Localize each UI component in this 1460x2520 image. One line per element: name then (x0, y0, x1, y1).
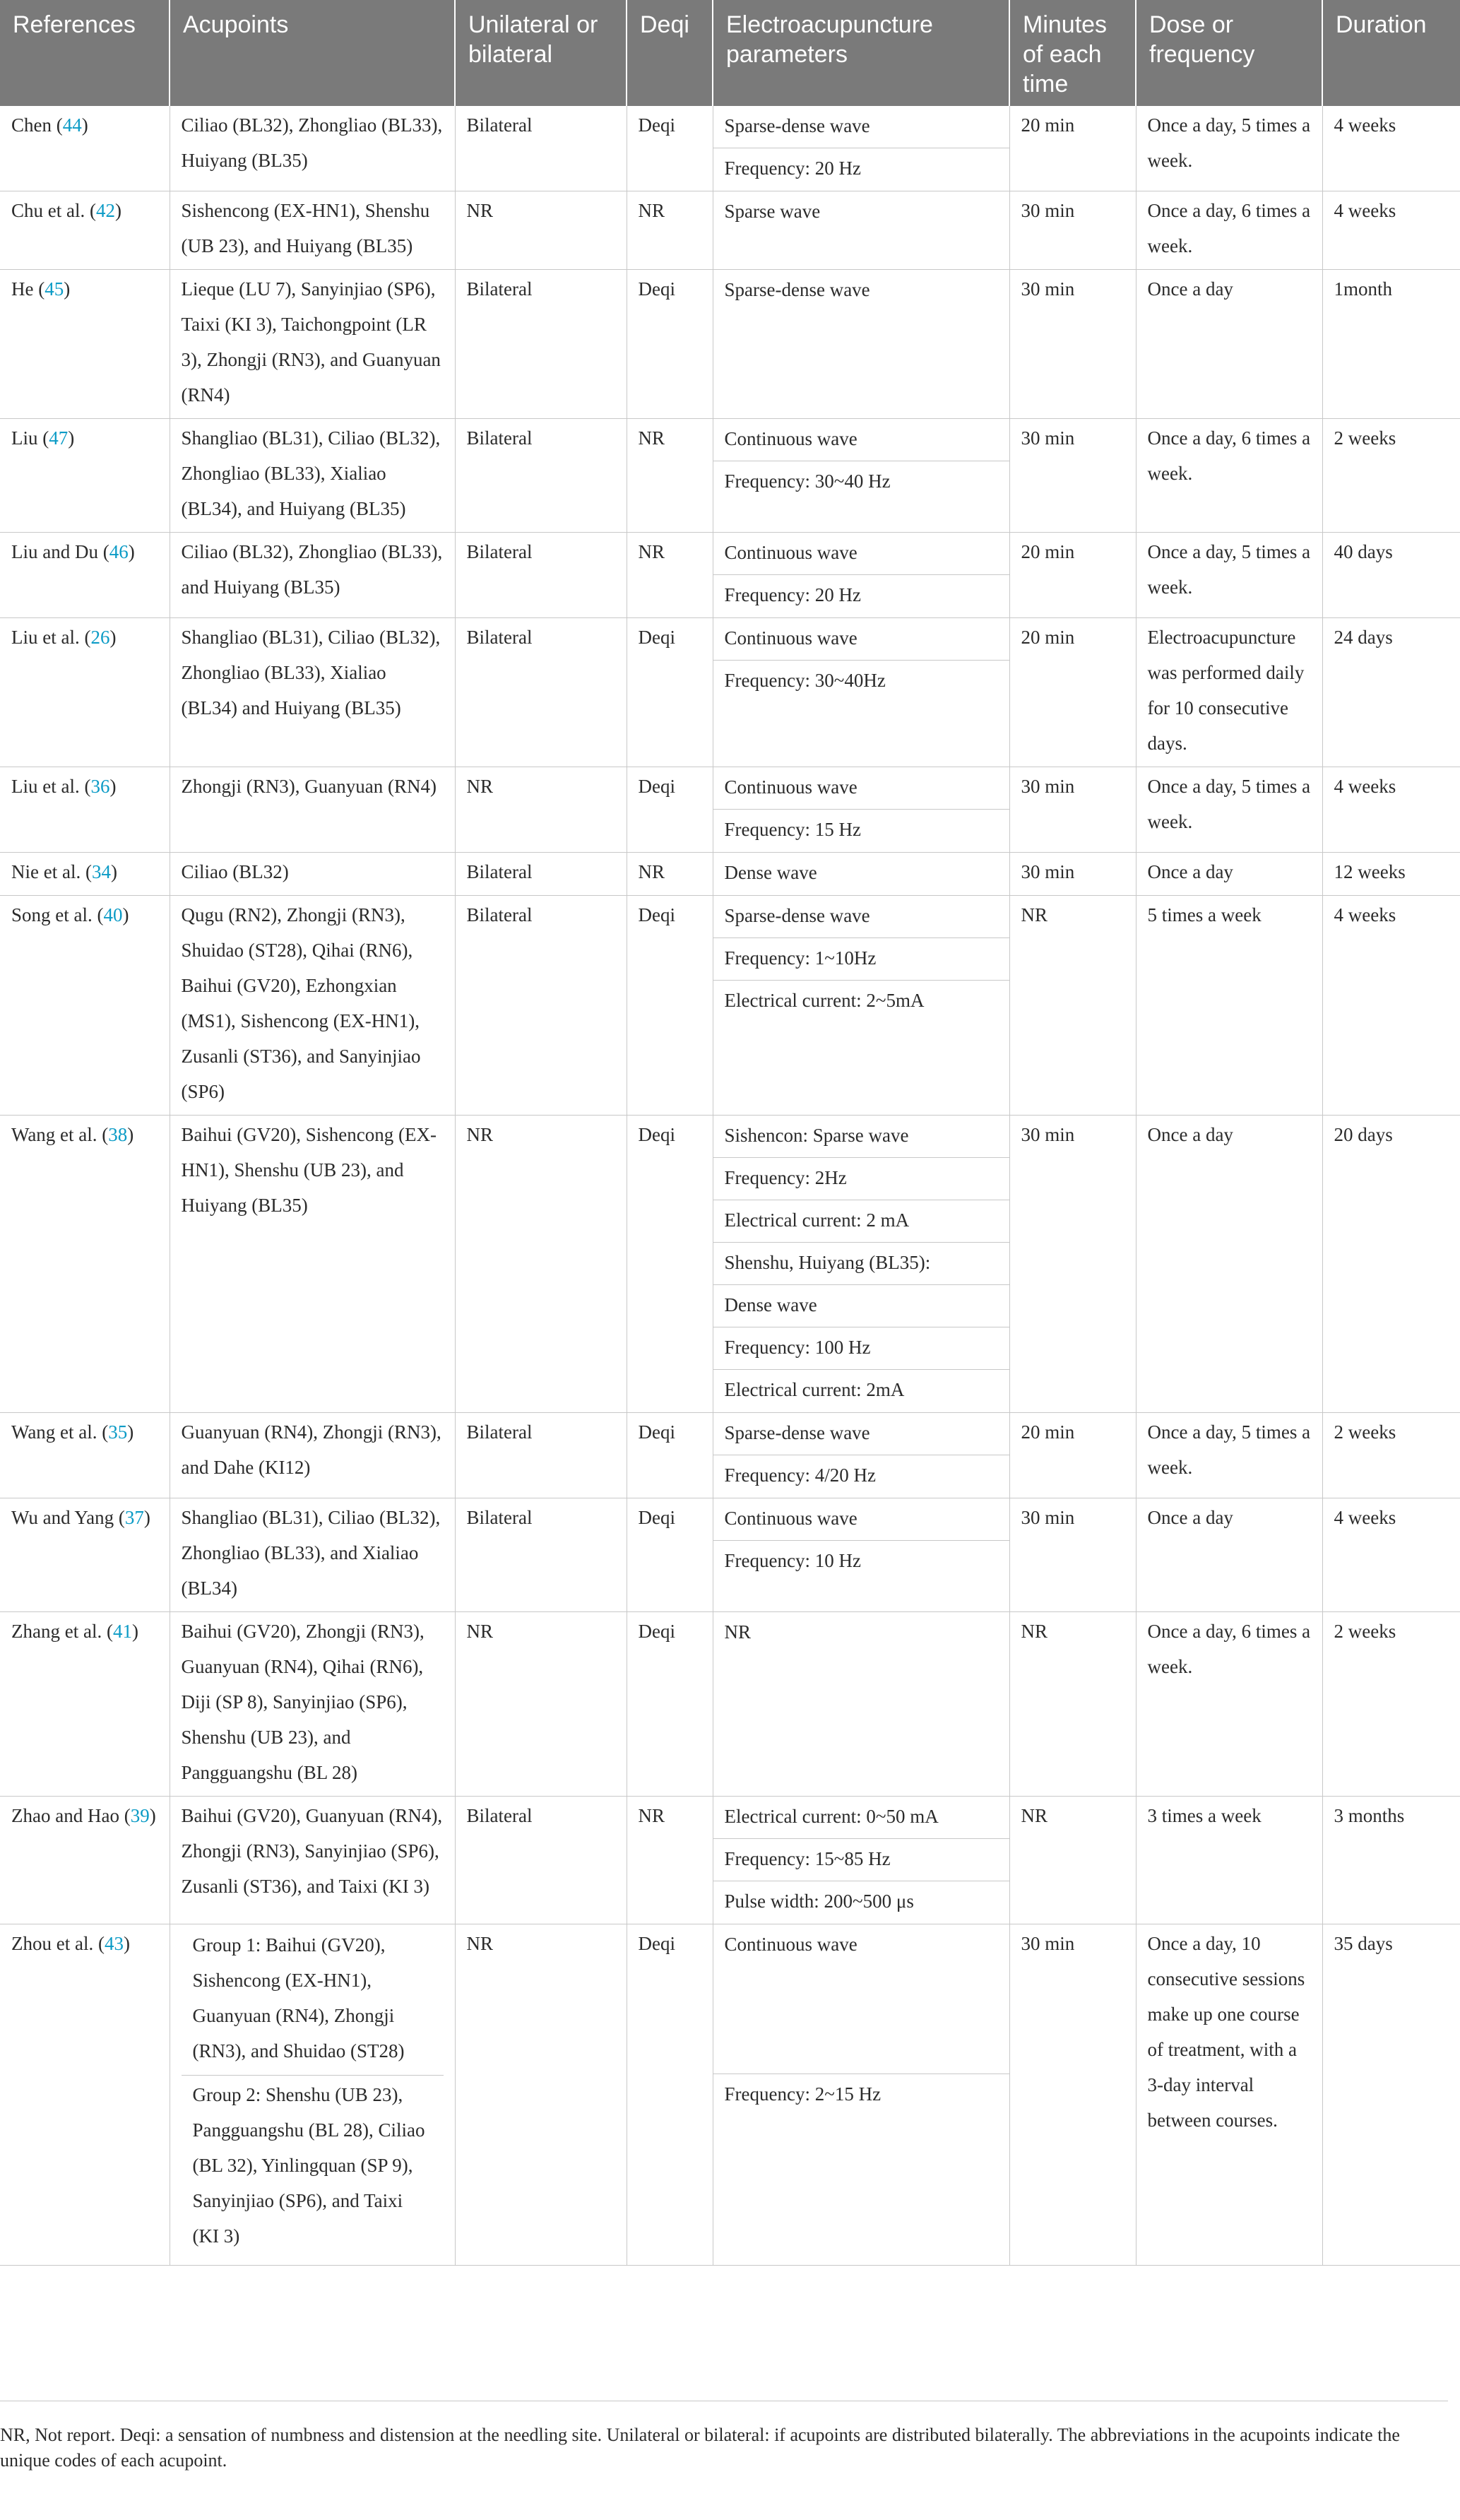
header-parameters: Electroacupuncture parameters (713, 0, 1009, 106)
acupoints-cell: Baihui (GV20), Zhongji (RN3), Guanyuan (RN4), Qihai (RN6), Diji (SP 8), Sanyinjiao (SP6), Shenshu (UB 23), and Pangguangshu (BL 28) (170, 1612, 455, 1797)
minutes-cell: 30 min (1009, 767, 1136, 853)
reference-text: Nie et al. ( (11, 861, 92, 882)
dose-cell: Once a day, 5 times a week. (1136, 106, 1322, 191)
parameters-cell (713, 1498, 1009, 1612)
deqi-cell: NR (627, 533, 713, 618)
reference-link[interactable]: 39 (130, 1805, 150, 1826)
deqi-cell: Deqi (627, 1498, 713, 1612)
dose-cell: Once a day (1136, 1498, 1322, 1612)
reference-cell (0, 106, 170, 191)
minutes-cell: NR (1009, 1797, 1136, 1924)
parameters-cell (713, 853, 1009, 896)
acupoints-cell: Shangliao (BL31), Ciliao (BL32), Zhongliao (BL33), and Xialiao (BL34) (170, 1498, 455, 1612)
dose-cell: Once a day, 5 times a week. (1136, 1413, 1322, 1498)
duration-cell: 4 weeks (1322, 1498, 1460, 1612)
reference-close: ) (68, 427, 75, 449)
parameter-line: Frequency: 100 Hz (713, 1327, 1009, 1370)
parameters-cell (713, 1413, 1009, 1498)
reference-link[interactable]: 40 (103, 904, 123, 925)
parameter-line: Continuous wave (713, 1498, 1009, 1541)
reference-link[interactable]: 42 (95, 200, 115, 221)
duration-cell: 3 months (1322, 1797, 1460, 1924)
reference-link[interactable]: 34 (91, 861, 111, 882)
reference-text: Liu ( (11, 427, 49, 449)
parameter-line: Frequency: 30~40Hz (724, 670, 886, 691)
reference-cell (0, 191, 170, 270)
side-cell: NR (455, 1612, 627, 1797)
parameter-line: Frequency: 15 Hz (724, 819, 861, 840)
side-cell: Bilateral (455, 1498, 627, 1612)
side-cell: Bilateral (455, 106, 627, 191)
parameter-line: Sparse-dense wave (713, 896, 1009, 938)
reference-cell (0, 270, 170, 419)
duration-cell: 2 weeks (1322, 1413, 1460, 1498)
dose-cell: Once a day, 6 times a week. (1136, 191, 1322, 270)
reference-close: ) (128, 541, 135, 562)
reference-close: ) (122, 904, 129, 925)
acupoints-cell: Sishencong (EX-HN1), Shenshu (UB 23), and Huiyang (BL35) (170, 191, 455, 270)
acupoints-group-1: Group 1: Baihui (GV20), Sishencong (EX-HN1), Guanyuan (RN4), Zhongji (RN3), and Shuidao (ST28) (182, 1926, 444, 2076)
deqi-cell: Deqi (627, 618, 713, 767)
minutes-cell: 30 min (1009, 1924, 1136, 2266)
parameter-line: Continuous wave (713, 767, 1009, 810)
parameter-line: Electrical current: 0~50 mA (713, 1797, 1009, 1839)
reference-link[interactable]: 26 (90, 627, 110, 648)
side-cell: Bilateral (455, 270, 627, 419)
minutes-cell: 30 min (1009, 191, 1136, 270)
deqi-cell: NR (627, 419, 713, 533)
acupoints-cell: Shangliao (BL31), Ciliao (BL32), Zhongliao (BL33), Xialiao (BL34) and Huiyang (BL35) (170, 618, 455, 767)
table-body (0, 106, 1460, 2266)
reference-close: ) (131, 1621, 138, 1642)
header-acupoints: Acupoints (170, 0, 455, 106)
acupoints-cell: Zhongji (RN3), Guanyuan (RN4) (170, 767, 455, 853)
dose-cell: 5 times a week (1136, 896, 1322, 1116)
side-cell: Bilateral (455, 896, 627, 1116)
reference-cell (0, 896, 170, 1116)
parameters-cell (713, 419, 1009, 533)
parameter-line: Sishencon: Sparse wave (713, 1116, 1009, 1158)
dose-cell: Once a day, 5 times a week. (1136, 533, 1322, 618)
parameters-cell (713, 533, 1009, 618)
side-cell: Bilateral (455, 533, 627, 618)
parameter-line: Electrical current: 2 mA (713, 1200, 1009, 1243)
reference-link[interactable]: 45 (44, 278, 64, 300)
acupoints-cell: Baihui (GV20), Sishencong (EX-HN1), Shenshu (UB 23), and Huiyang (BL35) (170, 1116, 455, 1413)
minutes-cell: NR (1009, 1612, 1136, 1797)
reference-text: Zhao and Hao ( (11, 1805, 131, 1826)
table-row (0, 767, 1460, 853)
table-row (0, 1498, 1460, 1612)
table-row (0, 419, 1460, 533)
parameter-line: Shenshu, Huiyang (BL35): (713, 1243, 1009, 1285)
table-row (0, 1413, 1460, 1498)
acupoints-cell (170, 1924, 455, 2266)
acupoints-cell: Ciliao (BL32), Zhongliao (BL33), Huiyang (BL35) (170, 106, 455, 191)
duration-cell: 4 weeks (1322, 191, 1460, 270)
duration-cell: 1month (1322, 270, 1460, 419)
reference-close: ) (109, 776, 117, 797)
minutes-cell: 30 min (1009, 1498, 1136, 1612)
duration-cell: 2 weeks (1322, 419, 1460, 533)
parameters-cell (713, 106, 1009, 191)
reference-close: ) (123, 1933, 130, 1954)
side-cell: Bilateral (455, 1413, 627, 1498)
duration-cell: 4 weeks (1322, 106, 1460, 191)
duration-cell: 24 days (1322, 618, 1460, 767)
minutes-cell: 30 min (1009, 270, 1136, 419)
parameters-cell (713, 618, 1009, 767)
parameters-cell (713, 1116, 1009, 1413)
reference-cell (0, 853, 170, 896)
parameter-line: Electrical current: 2~5mA (724, 990, 925, 1011)
deqi-cell: Deqi (627, 106, 713, 191)
reference-text: Wang et al. ( (11, 1124, 109, 1145)
reference-close: ) (127, 1421, 134, 1443)
acupoints-cell: Baihui (GV20), Guanyuan (RN4), Zhongji (RN3), Sanyinjiao (SP6), Zusanli (ST36), and Taixi (KI 3) (170, 1797, 455, 1924)
acupoints-cell: Shangliao (BL31), Ciliao (BL32), Zhongliao (BL33), Xialiao (BL34), and Huiyang (BL35) (170, 419, 455, 533)
table-row (0, 1797, 1460, 1924)
table-row (0, 1612, 1460, 1797)
deqi-cell: NR (627, 191, 713, 270)
dose-cell: Once a day (1136, 270, 1322, 419)
reference-close: ) (81, 114, 88, 136)
reference-cell (0, 1498, 170, 1612)
reference-close: ) (109, 627, 117, 648)
acupoints-cell: Guanyuan (RN4), Zhongji (RN3), and Dahe (KI12) (170, 1413, 455, 1498)
dose-cell: Once a day, 6 times a week. (1136, 419, 1322, 533)
reference-cell (0, 1924, 170, 2266)
parameters-cell (713, 191, 1009, 270)
parameter-line: Frequency: 2Hz (713, 1158, 1009, 1200)
minutes-cell: 20 min (1009, 106, 1136, 191)
parameters-cell (713, 1797, 1009, 1924)
acupoints-group-2: Group 2: Shenshu (UB 23), Pangguangshu (BL 28), Ciliao (BL 32), Yinlingquan (SP 9), Sanyinjiao (SP6), and Taixi (KI 3) (192, 2084, 425, 2247)
reference-text: Liu and Du ( (11, 541, 109, 562)
deqi-cell: Deqi (627, 1413, 713, 1498)
reference-close: ) (64, 278, 71, 300)
parameter-line: Dense wave (724, 862, 817, 883)
parameter-line: Frequency: 30~40 Hz (724, 471, 891, 492)
reference-cell (0, 419, 170, 533)
side-cell: Bilateral (455, 1797, 627, 1924)
side-cell: NR (455, 767, 627, 853)
reference-cell (0, 767, 170, 853)
deqi-cell: Deqi (627, 270, 713, 419)
duration-cell: 40 days (1322, 533, 1460, 618)
duration-cell: 20 days (1322, 1116, 1460, 1413)
reference-close: ) (110, 861, 117, 882)
parameter-line: Continuous wave (713, 533, 1009, 575)
dose-cell: Once a day, 10 consecutive sessions make up one course of treatment, with a 3-day interval between courses. (1136, 1924, 1322, 2266)
parameter-line: Sparse-dense wave (724, 279, 870, 300)
minutes-cell: 20 min (1009, 533, 1136, 618)
reference-link[interactable]: 47 (49, 427, 69, 449)
deqi-cell: NR (627, 1797, 713, 1924)
dose-cell: Once a day, 6 times a week. (1136, 1612, 1322, 1797)
minutes-cell: 30 min (1009, 853, 1136, 896)
side-cell: NR (455, 1116, 627, 1413)
table-row (0, 1924, 1460, 2266)
reference-cell (0, 1413, 170, 1498)
parameters-cell (713, 896, 1009, 1116)
side-cell: Bilateral (455, 853, 627, 896)
parameter-line: Dense wave (713, 1285, 1009, 1327)
reference-link[interactable]: 44 (62, 114, 82, 136)
parameters-cell (713, 270, 1009, 419)
reference-cell (0, 533, 170, 618)
reference-text: Liu et al. ( (11, 776, 91, 797)
parameter-line: Sparse-dense wave (713, 106, 1009, 148)
header-row (0, 0, 1460, 106)
duration-cell: 12 weeks (1322, 853, 1460, 896)
minutes-cell: 30 min (1009, 419, 1136, 533)
parameter-line: Frequency: 10 Hz (724, 1550, 861, 1571)
table-row (0, 618, 1460, 767)
parameters-cell (713, 767, 1009, 853)
reference-text: Chu et al. ( (11, 200, 96, 221)
parameters-cell (713, 1612, 1009, 1797)
table-row (0, 533, 1460, 618)
table-row (0, 191, 1460, 270)
deqi-cell: Deqi (627, 1612, 713, 1797)
reference-link[interactable]: 37 (124, 1507, 144, 1528)
side-cell: Bilateral (455, 419, 627, 533)
reference-text: Liu et al. ( (11, 627, 91, 648)
header-minutes: Minutes of each time (1009, 0, 1136, 106)
reference-close: ) (149, 1805, 156, 1826)
header-side: Unilateral or bilateral (455, 0, 627, 106)
table-footnote: NR, Not report. Deqi: a sensation of numbness and distension at the needling site. Unilateral or bilateral: if acupoints are distributed bilaterally. The abbreviations in the acupoints indicate the unique codes of each acupoint. (0, 2401, 1448, 2473)
reference-close: ) (143, 1507, 150, 1528)
parameter-line: NR (724, 1621, 752, 1643)
reference-link[interactable]: 36 (90, 776, 110, 797)
minutes-cell: 20 min (1009, 1413, 1136, 1498)
reference-text: He ( (11, 278, 45, 300)
reference-text: Chen ( (11, 114, 63, 136)
table-row (0, 853, 1460, 896)
table-row (0, 106, 1460, 191)
reference-link[interactable]: 46 (109, 541, 129, 562)
acupoints-cell: Qugu (RN2), Zhongji (RN3), Shuidao (ST28), Qihai (RN6), Baihui (GV20), Ezhongxian (MS1), Sishencong (EX-HN1), Zusanli (ST36), and Sanyinjiao (SP6) (170, 896, 455, 1116)
reference-cell (0, 1116, 170, 1413)
reference-link[interactable]: 43 (104, 1933, 124, 1954)
minutes-cell: 20 min (1009, 618, 1136, 767)
acupoints-cell: Ciliao (BL32), Zhongliao (BL33), and Huiyang (BL35) (170, 533, 455, 618)
reference-cell (0, 1797, 170, 1924)
acupoints-cell: Lieque (LU 7), Sanyinjiao (SP6), Taixi (KI 3), Taichongpoint (LR 3), Zhongji (RN3), and Guanyuan (RN4) (170, 270, 455, 419)
side-cell: NR (455, 191, 627, 270)
parameter-line: Frequency: 1~10Hz (713, 938, 1009, 981)
parameter-line: Pulse width: 200~500 μs (724, 1891, 914, 1912)
dose-cell: Once a day (1136, 1116, 1322, 1413)
parameter-line: Frequency: 20 Hz (724, 158, 861, 179)
reference-link[interactable]: 41 (112, 1621, 132, 1642)
table-row (0, 896, 1460, 1116)
header-references: References (0, 0, 170, 106)
parameter-line: Frequency: 15~85 Hz (713, 1839, 1009, 1881)
reference-link[interactable]: 38 (108, 1124, 128, 1145)
reference-close: ) (127, 1124, 134, 1145)
parameter-line: Continuous wave (713, 618, 1009, 661)
side-cell: NR (455, 1924, 627, 2266)
duration-cell: 2 weeks (1322, 1612, 1460, 1797)
reference-text: Song et al. ( (11, 904, 104, 925)
dose-cell: Once a day (1136, 853, 1322, 896)
duration-cell: 35 days (1322, 1924, 1460, 2266)
parameter-line: Frequency: 4/20 Hz (724, 1465, 876, 1486)
parameter-line: Continuous wave (713, 419, 1009, 461)
table-row (0, 270, 1460, 419)
duration-cell: 4 weeks (1322, 896, 1460, 1116)
deqi-cell: Deqi (627, 1924, 713, 2266)
reference-cell (0, 1612, 170, 1797)
parameters-cell (713, 1924, 1009, 2266)
reference-text: Wang et al. ( (11, 1421, 109, 1443)
parameter-line: Sparse-dense wave (713, 1413, 1009, 1455)
deqi-cell: Deqi (627, 1116, 713, 1413)
header-deqi: Deqi (627, 0, 713, 106)
parameter-line: Frequency: 2~15 Hz (724, 2083, 882, 2105)
dose-cell: 3 times a week (1136, 1797, 1322, 1924)
dose-cell: Once a day, 5 times a week. (1136, 767, 1322, 853)
parameter-line: Frequency: 20 Hz (724, 584, 861, 605)
header-dose: Dose or frequency (1136, 0, 1322, 106)
dose-cell: Electroacupuncture was performed daily for 10 consecutive days. (1136, 618, 1322, 767)
reference-text: Zhou et al. ( (11, 1933, 105, 1954)
deqi-cell: Deqi (627, 896, 713, 1116)
side-cell: Bilateral (455, 618, 627, 767)
parameter-line: Sparse wave (724, 201, 821, 222)
deqi-cell: Deqi (627, 767, 713, 853)
minutes-cell: 30 min (1009, 1116, 1136, 1413)
reference-text: Zhang et al. ( (11, 1621, 113, 1642)
reference-close: ) (114, 200, 121, 221)
reference-link[interactable]: 35 (108, 1421, 128, 1443)
table-row (0, 1116, 1460, 1413)
parameter-line: Continuous wave (713, 1924, 1009, 2074)
minutes-cell: NR (1009, 896, 1136, 1116)
acupoints-cell: Ciliao (BL32) (170, 853, 455, 896)
reference-text: Wu and Yang ( (11, 1507, 125, 1528)
parameter-line: Electrical current: 2mA (724, 1379, 905, 1400)
reference-cell (0, 618, 170, 767)
duration-cell: 4 weeks (1322, 767, 1460, 853)
header-duration: Duration (1322, 0, 1460, 106)
deqi-cell: NR (627, 853, 713, 896)
